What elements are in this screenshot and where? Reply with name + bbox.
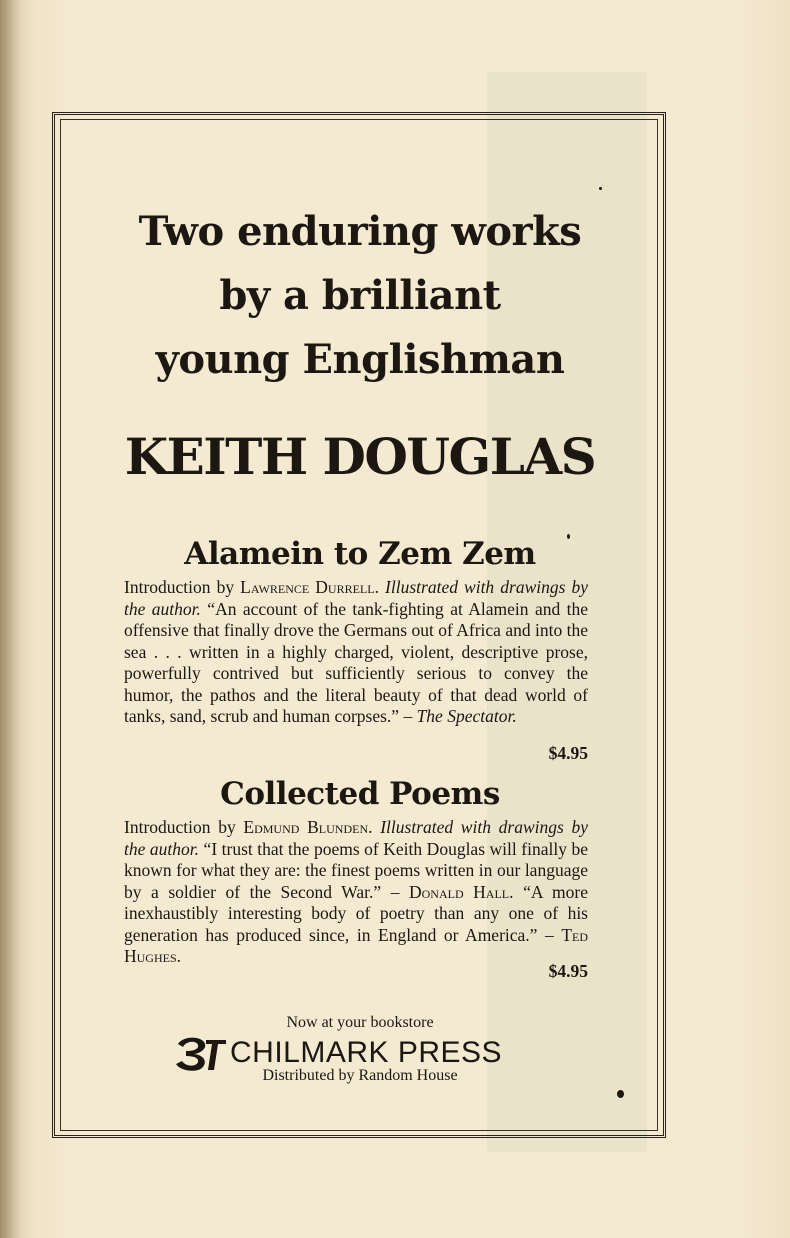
printed-speck [599,187,602,190]
review-source: The Spectator. [416,706,517,726]
publisher-name: CHILMARK PRESS [230,1036,503,1069]
headline [80,200,640,392]
blurb-collected-poems [124,817,588,968]
introducer-name: Edmund Blunden. [243,817,373,837]
price-alamein: $4.95 [548,743,588,763]
intro-label: Introduction by [124,577,241,597]
binding-shadow [0,0,22,1238]
review-critic: Ted Hughes. [124,924,588,966]
headline-line-2: by a brilliant [219,272,501,319]
illustration-note: Illustrated with drawings by the author. [124,817,589,859]
book-title-alamein: Alamein to Zem Zem [184,536,536,572]
intro-label: Introduction by [124,817,244,837]
price-collected-poems: $4.95 [548,961,588,981]
book-title-collected-poems: Collected Poems [220,776,500,812]
introducer-name: Lawrence Durrell. [240,577,379,597]
headline-line-3: young Englishman [155,336,565,383]
bookstore-note: Now at your bookstore [286,1014,434,1031]
blurb-alamein [124,577,588,728]
distributor-note: Distributed by Random House [262,1067,458,1084]
author-name: KEITH DOUGLAS [124,427,596,486]
illustration-note: Illustrated with drawings by the author. [124,577,589,619]
review-quote: “An account of the tank-fighting at Alamein and the offensive that finally drove the Germans out of Africa and into the sea . . . written in a highly charged, violent, descriptive prose, powerfully contrived but sufficiently serious to convey the humor, the pathos and the literal beauty of that dead world of tanks, sand, scrub and human corpses.” – [124,598,588,726]
review-critic: Donald Hall. [409,881,514,902]
review-quote: “A more inexhaustibly interesting body of poetry than any one of his generation has produced since, in England or America.” – [124,881,588,945]
headline-line-1: Two enduring works [138,208,582,255]
printed-dot [617,1090,624,1098]
review-quote: “I trust that the poems of Keith Douglas will finally be known for what they are: the finest poems written in our language by a soldier of the Second War.” – [124,838,588,902]
printed-speck [567,534,570,539]
